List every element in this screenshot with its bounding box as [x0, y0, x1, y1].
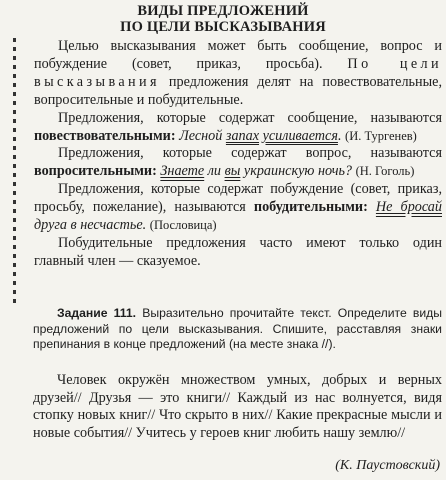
spaced-term: По цели высказывания [34, 55, 443, 90]
rule-block [13, 38, 444, 304]
term-declarative: повествовательными: [34, 127, 176, 144]
rule-paragraph-3: Предложения, которые содержат вопрос, называются вопросительными: Знаете ли вы украинскую ночь? (Н. Гоголь) [34, 145, 442, 180]
section-heading [0, 3, 446, 35]
heading-line-1: ВИДЫ ПРЕДЛОЖЕНИЙ [137, 3, 309, 19]
rule-paragraph-2: Предложения, которые содержат сообщение, называются повествовательными: Лесной запах усиливается. (И. Тургенев) [34, 109, 442, 144]
rule-dashed-margin-line [13, 38, 16, 304]
example-imperative: Не бросай друга в несчастье. [34, 199, 442, 234]
example-predicate: усиливается [262, 127, 338, 144]
example-subject: вы [224, 163, 241, 180]
exercise-text: Человек окружён множеством умных, добрых и верных друзей// Друзья — это книги// Каждый из нас волнуется, видя стопку новых книг// Что скрыто в них// Какие прекрасные мысли и новые события// Учитесь у героев книг любить нашу землю// [33, 372, 442, 441]
rule-paragraph-1: Целью высказывания может быть сообщение, вопрос и побуждение (совет, приказ, просьба). По цели высказывания предложения делят на повествовательные, вопросительные и побудительные. [34, 38, 443, 108]
source-turgenev: (И. Тургенев) [345, 128, 417, 143]
example-predicate: Знаете [160, 163, 205, 180]
task-instruction [33, 306, 442, 353]
source-gogol: (Н. Гоголь) [355, 164, 415, 179]
term-interrogative: вопросительными: [34, 163, 157, 180]
rule-paragraph-5: Побудительные предложения часто имеют только один главный член — сказуемое. [34, 234, 442, 269]
task-text: Выразительно прочитайте текст. Определите виды предложений по цели высказывания. Спишите, расставляя знаки препинания в конце предложений (на месте знака //). [33, 306, 442, 351]
exercise-author: (К. Паустовский) [335, 458, 440, 473]
term-imperative: побудительными: [253, 199, 368, 216]
example-subject: запах [225, 127, 260, 144]
rule-paragraph-4: Предложения, которые содержат побуждение (совет, приказ, просьбу, пожелание), называются побудительными: Не бросай друга в несчастье. (Пословица) [34, 181, 442, 234]
example-predicate: Не бросай [375, 199, 442, 216]
heading-line-2: ПО ЦЕЛИ ВЫСКАЗЫВАНИЯ [120, 19, 326, 35]
task-number: Задание 111. [57, 306, 137, 320]
source-proverb: (Пословица) [149, 218, 217, 233]
rule-text [34, 38, 442, 271]
example-interrogative: Знаете ли вы украинскую ночь? [160, 163, 353, 180]
example-declarative: Лесной запах усиливается. [179, 127, 342, 144]
